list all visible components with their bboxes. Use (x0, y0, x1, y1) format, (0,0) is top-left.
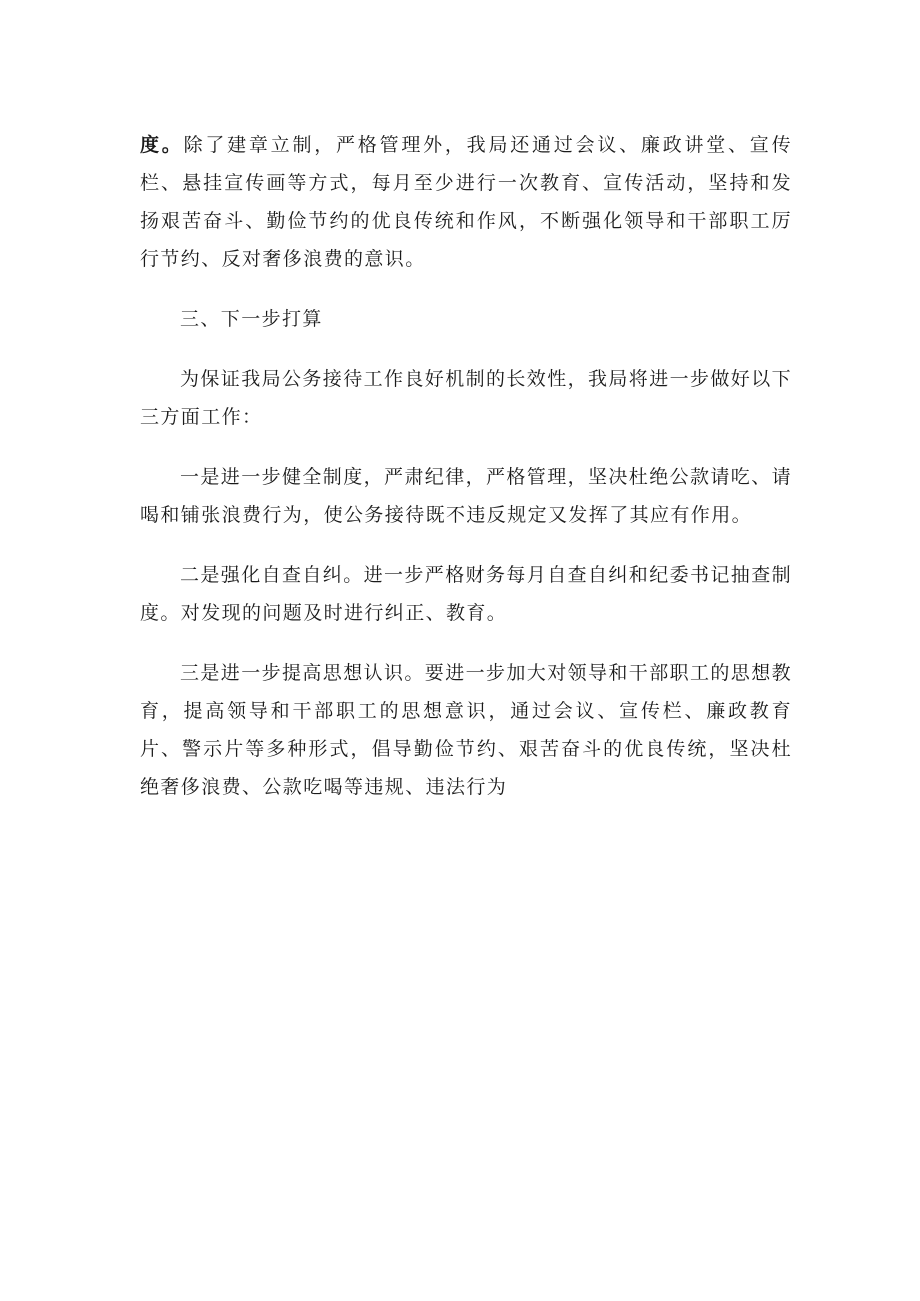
paragraph-item-2: 二是强化自查自纠。进一步严格财务每月自查自纠和纪委书记抽查制度。对发现的问题及时进行纠正、教育。 (140, 564, 793, 624)
paragraph-continuation (140, 126, 792, 278)
paragraph-text: 除了建章立制，严格管理外，我局还通过会议、廉政讲堂、宣传栏、悬挂宣传画等方式，每月至少进行一次教育、宣传活动，坚持和发扬艰苦奋斗、勤俭节约的优良传统和作风，不断强化领导和干部职工厉行节约、反对奢侈浪费的意识。 (140, 134, 792, 270)
section-heading: 三、下一步打算 (180, 308, 323, 330)
paragraph-bold-lead: 度。 (140, 134, 184, 156)
paragraph-intro: 为保证我局公务接待工作良好机制的长效性，我局将进一步做好以下三方面工作： (140, 368, 793, 428)
document-body (140, 126, 792, 828)
paragraph-item-3: 三是进一步提高思想认识。要进一步加大对领导和干部职工的思想教育，提高领导和干部职工的思想意识，通过会议、宣传栏、廉政教育片、警示片等多种形式，倡导勤俭节约、艰苦奋斗的优良传统，坚决杜绝奢侈浪费、公款吃喝等违规、违法行为 (140, 662, 793, 798)
paragraph-item-1: 一是进一步健全制度，严肃纪律，严格管理，坚决杜绝公款请吃、请喝和铺张浪费行为，使公务接待既不违反规定又发挥了其应有作用。 (140, 466, 793, 526)
